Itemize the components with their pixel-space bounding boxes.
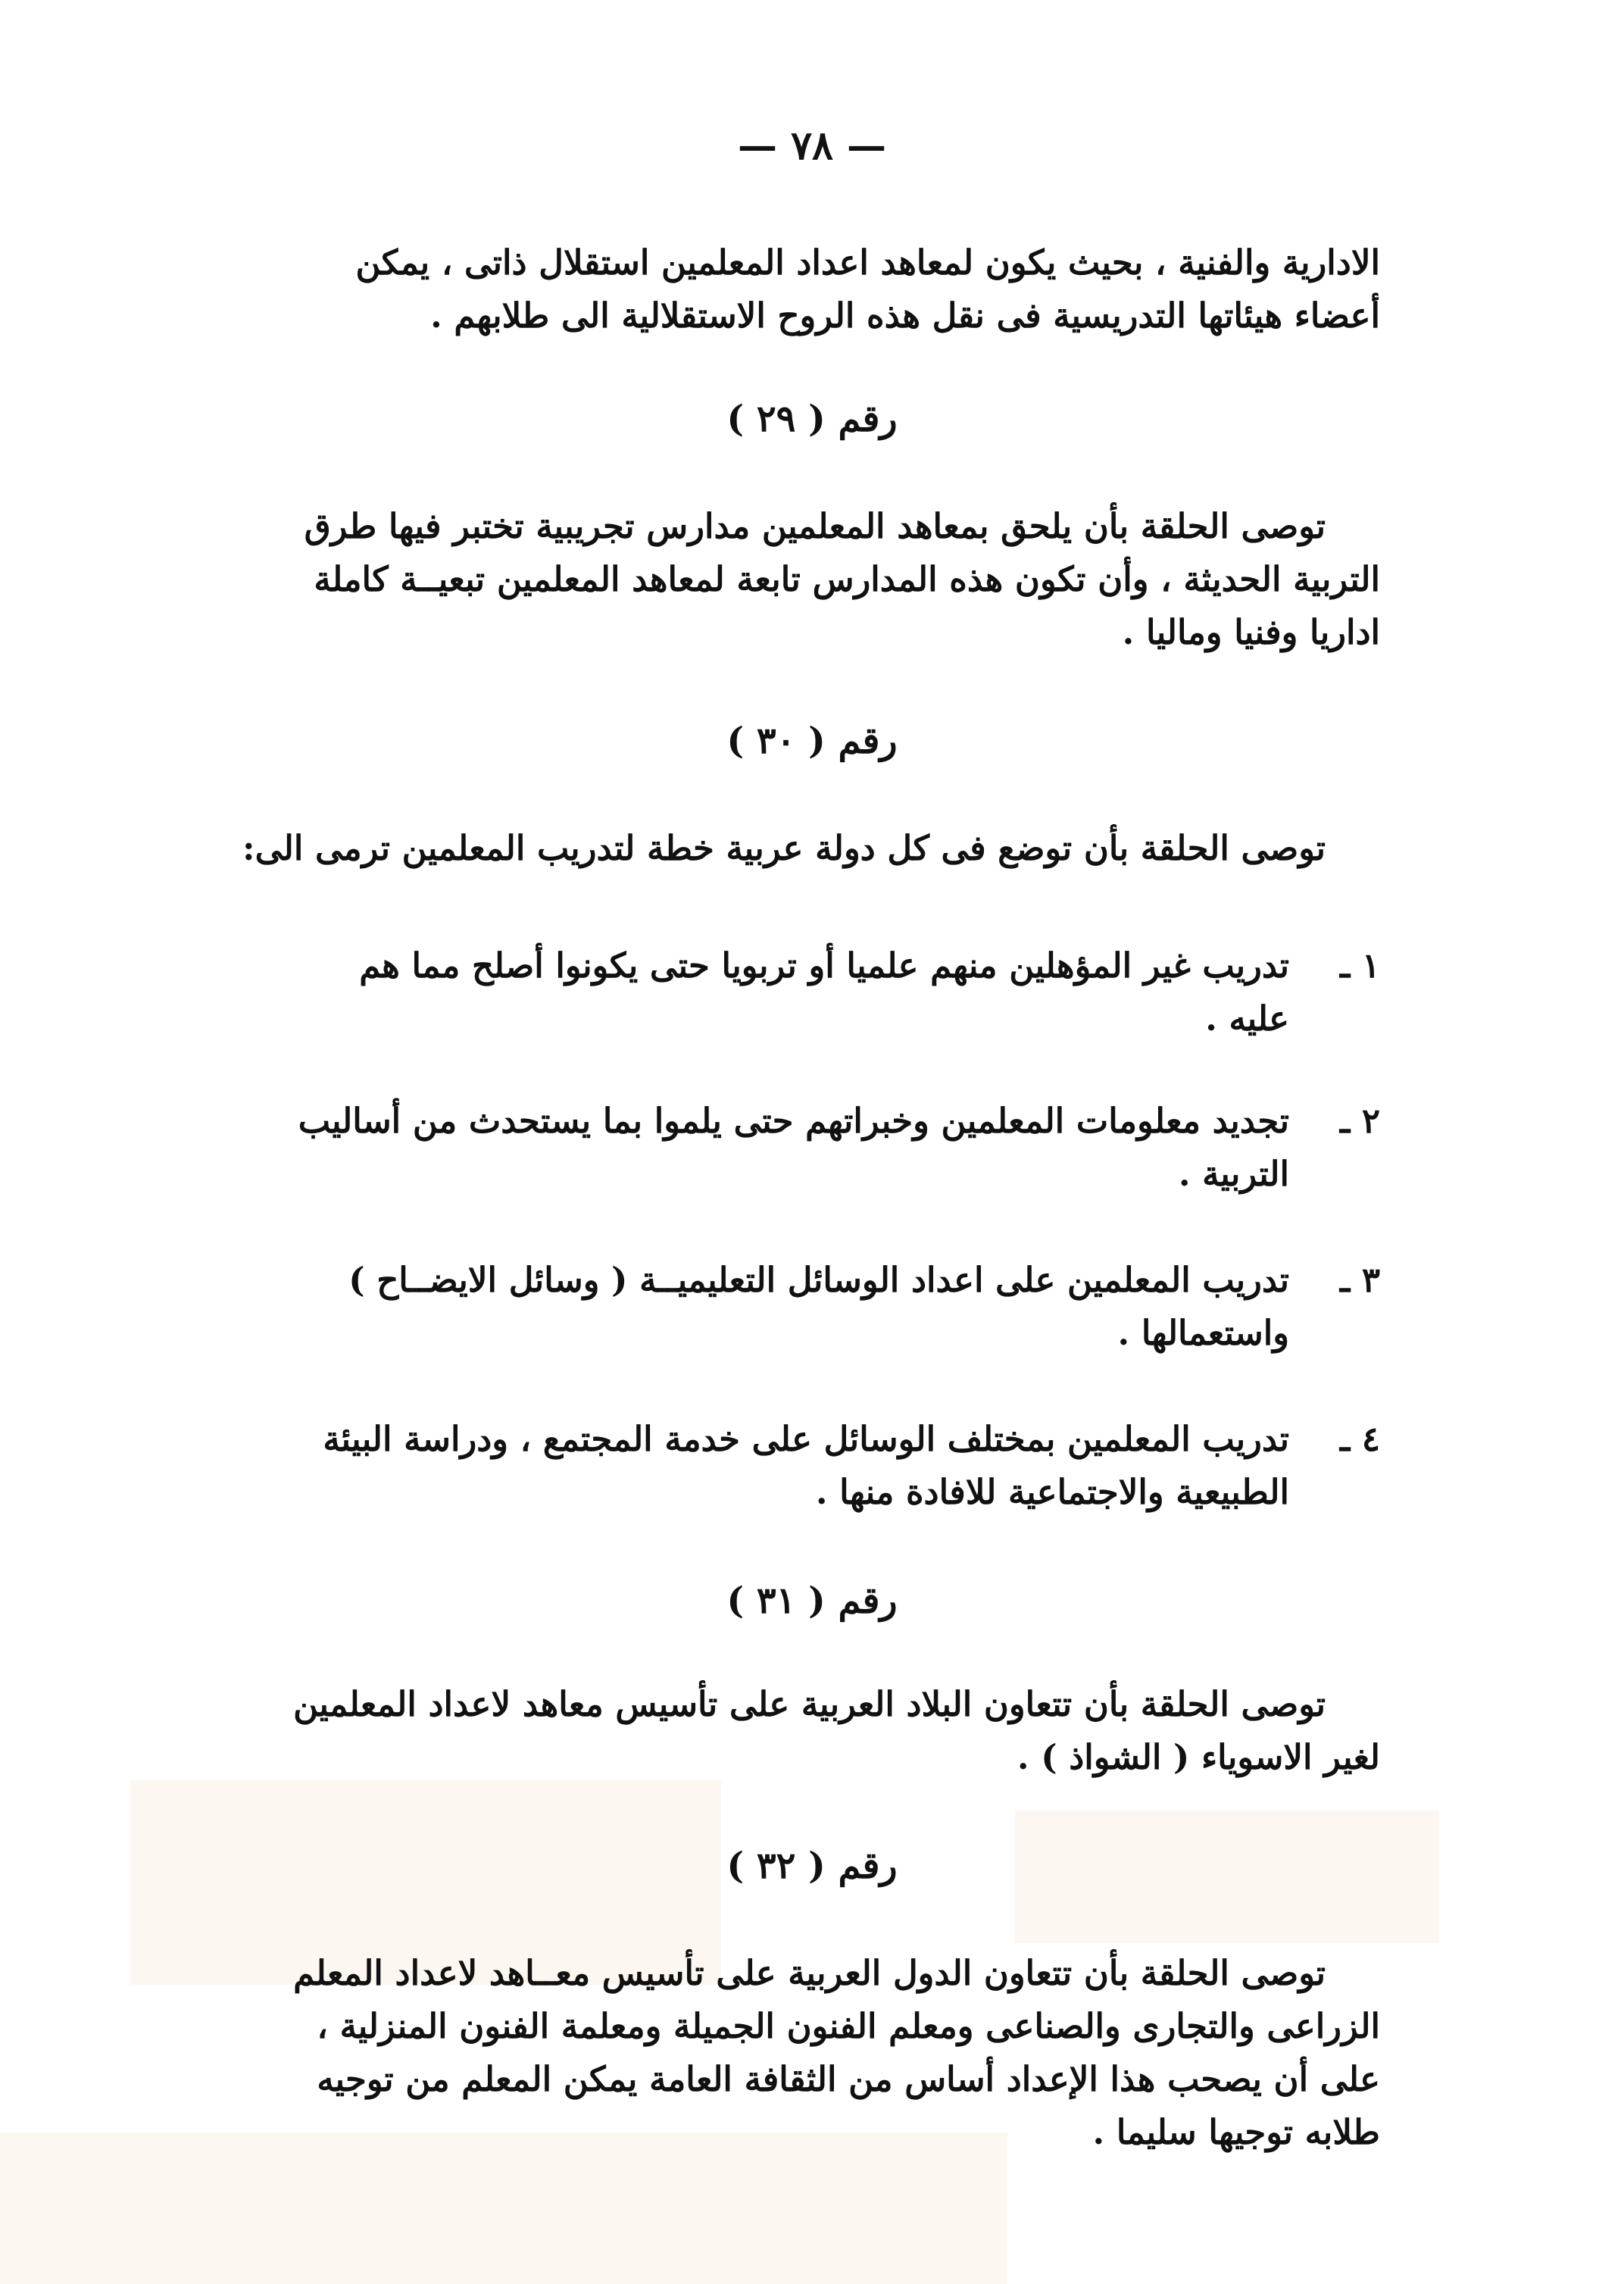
paragraph-line: توصى الحلقة بأن تتعاون الدول العربية على تأسيس معــاهد لاعداد المعلم xyxy=(293,1953,1326,1993)
list-item-line: تدريب المعلمين بمختلف الوسائل على خدمة المجتمع ، ودراسة البيئة xyxy=(323,1419,1289,1459)
list-item-body xyxy=(236,1095,1289,1201)
section-29-paragraph xyxy=(236,500,1380,659)
paragraph-line: طلابه توجيها سليما . xyxy=(1092,2112,1380,2152)
paragraph-line: الزراعى والتجارى والصناعى ومعلم الفنون الجميلة ومعلمة الفنون المنزلية ، xyxy=(317,2006,1380,2046)
list-item-line: تجديد معلومات المعلمين وخبراتهم حتى يلموا بما يستحدث من أساليب xyxy=(298,1101,1289,1141)
list-item xyxy=(236,1413,1380,1519)
list-item xyxy=(236,939,1380,1045)
list-item-number: ٤ ـ xyxy=(1339,1419,1380,1459)
section-heading-30: رقم ( ٣٠ ) xyxy=(726,720,898,762)
section-31-paragraph xyxy=(236,1678,1380,1784)
list-item-body xyxy=(236,939,1289,1045)
list-item-line: التربية . xyxy=(1178,1154,1289,1194)
list-item xyxy=(236,1095,1380,1201)
page-number: — ٧٨ — xyxy=(737,123,887,169)
section-heading-32: رقم ( ٣٢ ) xyxy=(726,1845,898,1887)
list-item-body xyxy=(236,1413,1289,1519)
list-item-line: تدريب غير المؤهلين منهم علميا أو تربويا حتى يكونوا أصلح مما هم xyxy=(359,945,1289,986)
paragraph-line: على أن يصحب هذا الإعداد أساس من الثقافة العامة يمكن المعلم من توجيه xyxy=(317,2059,1380,2099)
paragraph-line: التربية الحديثة ، وأن تكون هذه المدارس تابعة لمعاهد المعلمين تبعيــة كاملة xyxy=(314,559,1380,599)
section-30-paragraph xyxy=(236,822,1380,875)
list-item-number: ١ ـ xyxy=(1339,945,1380,986)
paragraph-line: أعضاء هيئاتها التدريسية فى نقل هذه الروح الاستقلالية الى طلابهم . xyxy=(430,295,1380,336)
paragraph-line: توصى الحلقة بأن توضع فى كل دولة عربية خطة لتدريب المعلمين ترمى الى: xyxy=(242,828,1326,868)
paragraph-line: الادارية والفنية ، بحيث يكون لمعاهد اعداد المعلمين استقلال ذاتى ، يمكن xyxy=(355,242,1380,283)
list-item-number: ٣ ـ xyxy=(1339,1260,1380,1300)
list-item-line: الطبيعية والاجتماعية للافادة منها . xyxy=(815,1472,1289,1512)
intro-paragraph xyxy=(236,236,1380,342)
paragraph-line: لغير الاسوياء ( الشواذ ) . xyxy=(1017,1737,1380,1777)
list-item-number: ٢ ـ xyxy=(1339,1101,1380,1141)
section-heading-29: رقم ( ٢٩ ) xyxy=(726,398,898,440)
paragraph-line: توصى الحلقة بأن تتعاون البلاد العربية على تأسيس معاهد لاعداد المعلمين xyxy=(293,1684,1326,1724)
paragraph-line: توصى الحلقة بأن يلحق بمعاهد المعلمين مدارس تجريبية تختبر فيها طرق xyxy=(304,506,1326,546)
section-heading-31: رقم ( ٣١ ) xyxy=(726,1579,898,1622)
list-item xyxy=(236,1254,1380,1360)
list-item-line: عليه . xyxy=(1205,998,1289,1039)
list-item-line: واستعمالها . xyxy=(1117,1313,1289,1353)
list-item-body xyxy=(236,1254,1289,1360)
list-item-line: تدريب المعلمين على اعداد الوسائل التعليميــة ( وسائل الايضــاح ) xyxy=(348,1260,1289,1300)
section-32-paragraph xyxy=(236,1947,1380,2159)
paragraph-line: اداريا وفنيا وماليا . xyxy=(1122,612,1380,652)
